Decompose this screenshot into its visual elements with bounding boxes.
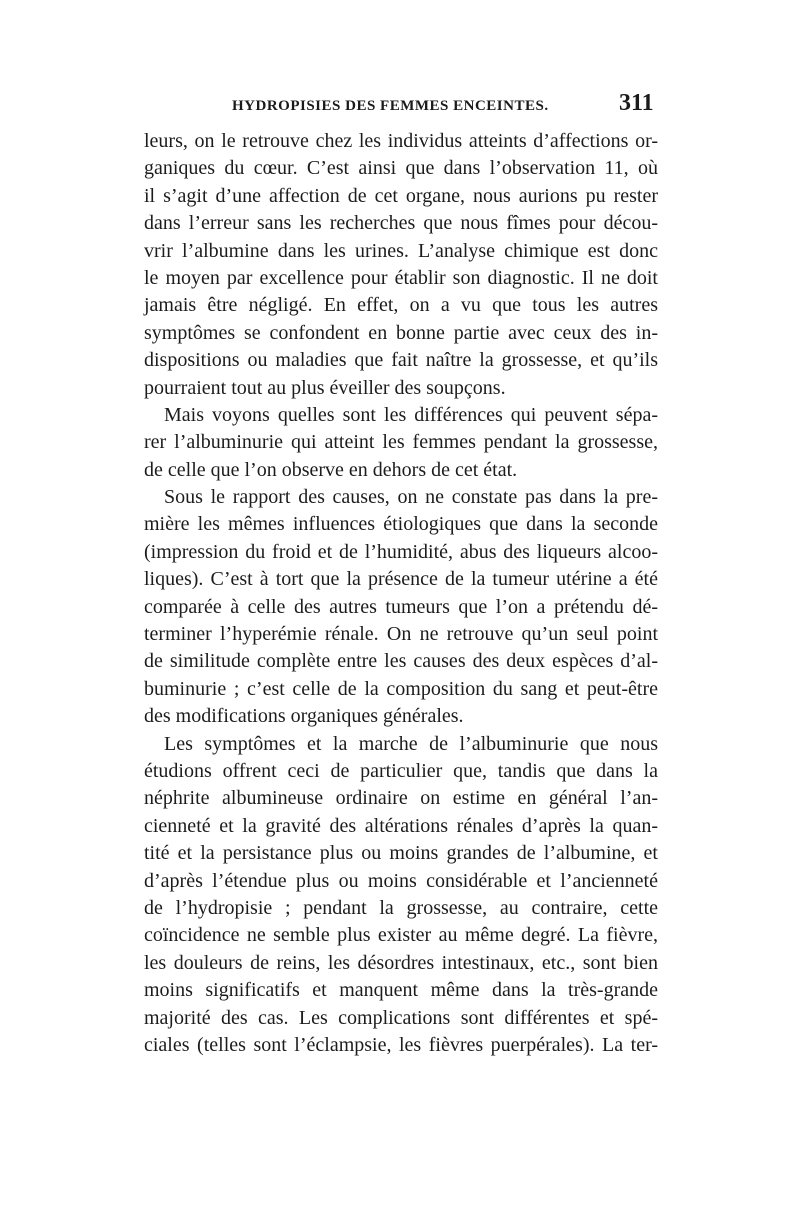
paragraph-end-line: pourraient tout au plus éveiller des soupçons. <box>144 376 506 399</box>
text-line: jamais être négligé. En effet, on a vu que tous les autres <box>144 294 658 317</box>
text-line: étudions offrent ceci de particulier que, tandis que dans la <box>144 759 658 782</box>
text-line: les douleurs de reins, les désordres intestinaux, etc., sont bien <box>144 951 658 974</box>
text-line: de similitude complète entre les causes des deux espèces d’al- <box>144 650 658 673</box>
text-line: liques). C’est à tort que la présence de la tumeur utérine a été <box>144 568 658 591</box>
text-line: comparée à celle des autres tumeurs que l’on a prétendu dé- <box>144 595 658 618</box>
paragraph-end-line: de celle que l’on observe en dehors de cet état. <box>144 458 518 481</box>
paragraph-end-line: des modifications organiques générales. <box>144 705 464 728</box>
text-line: terminer l’hyperémie rénale. On ne retrouve qu’un seul point <box>144 623 658 646</box>
text-line: moins significatifs et manquent même dans la très-grande <box>144 979 658 1002</box>
paragraph-start-line: Les symptômes et la marche de l’albuminurie que nous <box>164 732 658 755</box>
text-line: mière les mêmes influences étiologiques que dans la seconde <box>144 513 658 536</box>
text-line: coïncidence ne semble plus exister au même degré. La fièvre, <box>144 924 658 947</box>
text-line: dispositions ou maladies que fait naître la grossesse, et qu’ils <box>144 349 658 372</box>
paragraph-start-line: Mais voyons quelles sont les différences qui peuvent sépa- <box>164 403 658 426</box>
text-line: symptômes se confondent en bonne partie avec ceux des in- <box>144 321 658 344</box>
text-line: d’après l’étendue plus ou moins considérable et l’ancienneté <box>144 869 658 892</box>
text-line: buminurie ; c’est celle de la composition du sang et peut-être <box>144 677 658 700</box>
text-line: vrir l’albumine dans les urines. L’analyse chimique est donc <box>144 239 658 262</box>
text-line: ganiques du cœur. C’est ainsi que dans l’observation 11, où <box>144 157 658 180</box>
text-line: leurs, on le retrouve chez les individus atteints d’affections or- <box>144 130 658 152</box>
paragraph-start-line: Sous le rapport des causes, on ne constate pas dans la pre- <box>164 486 658 509</box>
text-line: cienneté et la gravité des altérations rénales d’après la quan- <box>144 814 658 837</box>
text-line: majorité des cas. Les complications sont différentes et spé- <box>144 1006 658 1029</box>
running-head: HYDROPISIES DES FEMMES ENCEINTES. <box>232 98 549 114</box>
text-line: de l’hydropisie ; pendant la grossesse, au contraire, cette <box>144 896 658 919</box>
body-text <box>144 128 658 1059</box>
text-line: néphrite albumineuse ordinaire on estime en général l’an- <box>144 787 658 810</box>
page-number: 311 <box>619 90 654 116</box>
text-line: (impression du froid et de l’humidité, abus des liqueurs alcoo- <box>144 540 658 563</box>
text-line: rer l’albuminurie qui atteint les femmes pendant la grossesse, <box>144 431 658 454</box>
text-line: il s’agit d’une affection de cet organe, nous aurions pu rester <box>144 184 658 207</box>
text-line: tité et la persistance plus ou moins grandes de l’albumine, et <box>144 842 658 865</box>
text-line: dans l’erreur sans les recherches que nous fîmes pour décou- <box>144 212 658 235</box>
text-line: ciales (telles sont l’éclampsie, les fièvres puerpérales). La ter- <box>144 1033 658 1056</box>
text-line: le moyen par excellence pour établir son diagnostic. Il ne doit <box>144 266 658 289</box>
